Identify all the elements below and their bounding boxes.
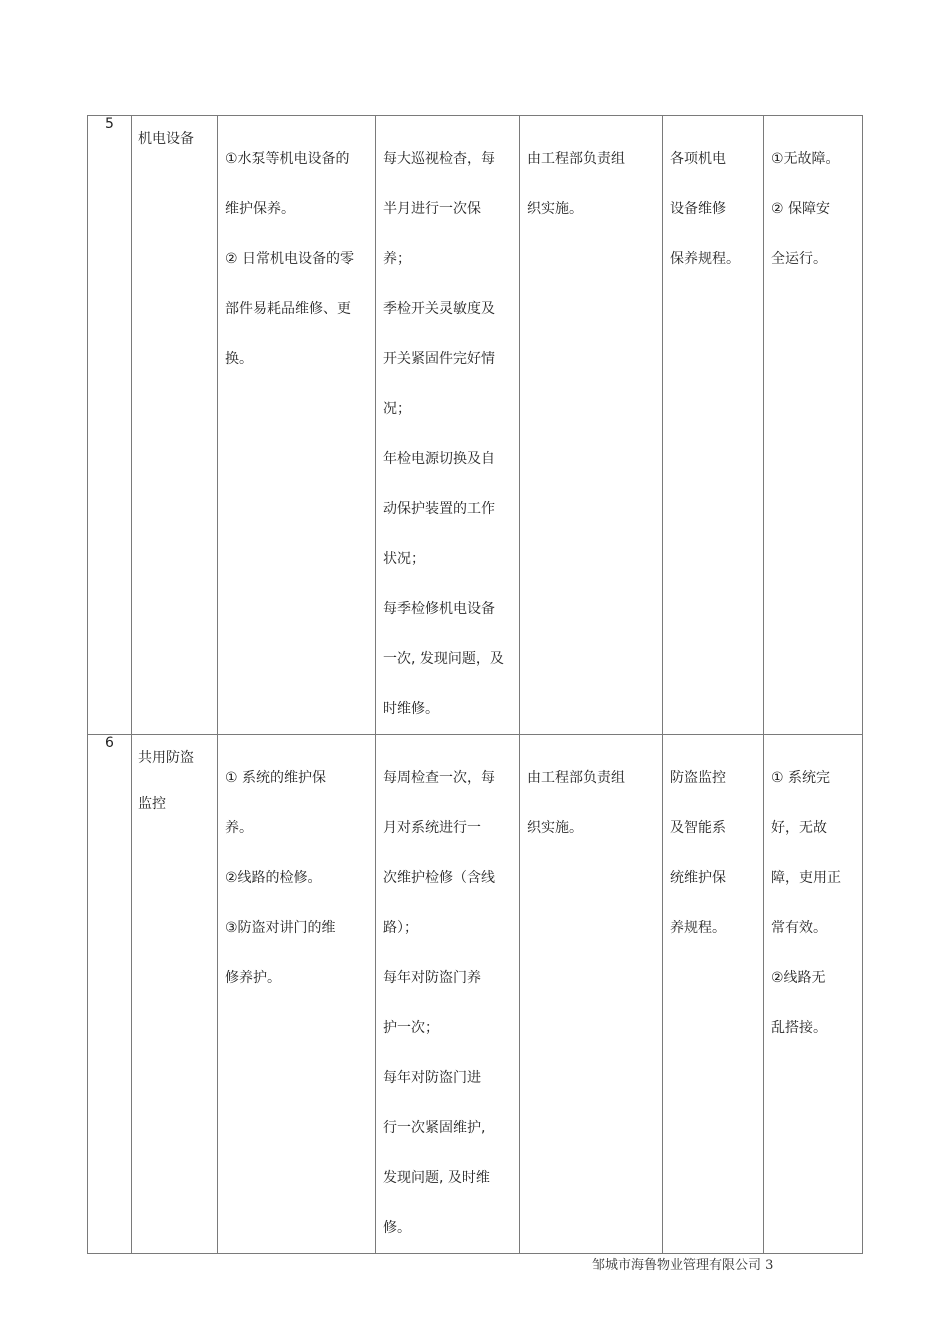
cell-text-line: 设备维修 xyxy=(670,201,726,217)
cell-text-line: 状况； xyxy=(383,551,425,567)
cell-text-line: 障，吏用正 xyxy=(771,870,841,886)
target-cell xyxy=(764,116,863,735)
page-footer: 邹城市海鲁物业管理有限公司 3 xyxy=(592,1258,774,1273)
cell-text-line: 护一次； xyxy=(383,1020,439,1036)
cell-text-line: 养； xyxy=(383,251,411,267)
cell-text-line: ①水泵等机电设备的 xyxy=(225,151,350,167)
cell-text-line: 机电设备 xyxy=(138,131,194,147)
cell-text-line: 况； xyxy=(383,401,411,417)
cell-text-line: ②线路的检修。 xyxy=(225,870,322,886)
cell-text-line: 季检开关灵敏度及 xyxy=(383,301,495,317)
maintenance-table xyxy=(87,115,863,1254)
cell-text-line: 路）； xyxy=(383,920,418,936)
cell-text-line: 月对系统进行一 xyxy=(383,820,481,836)
cell-text-line: 每季检修机电设备 xyxy=(383,601,495,617)
implementer-cell xyxy=(520,735,663,1254)
cell-text-line: 养。 xyxy=(225,820,253,836)
content-cell xyxy=(218,116,376,735)
cell-text-line: 织实施。 xyxy=(527,820,583,836)
cell-text-line: 开关紧固件完好情 xyxy=(383,351,495,367)
cell-text-line: 保养规程。 xyxy=(670,251,740,267)
cell-text-line: 防盗监控 xyxy=(670,770,726,786)
cell-text-line: 全运行。 xyxy=(771,251,827,267)
cell-text-line: 换。 xyxy=(225,351,253,367)
cell-text-line: 维护保养。 xyxy=(225,201,295,217)
cell-text-line: 织实施。 xyxy=(527,201,583,217)
standard-cell xyxy=(663,735,764,1254)
row-number: 5 xyxy=(88,116,132,735)
cell-text-line: ① 系统完 xyxy=(771,770,831,786)
table-row xyxy=(88,116,863,735)
cell-text-line: 养规程。 xyxy=(670,920,726,936)
cell-text-line: 每周检查一次，每 xyxy=(383,770,495,786)
frequency-cell xyxy=(376,116,520,735)
cell-text-line: ①无故障。 xyxy=(771,151,840,167)
cell-text-line: 次维护检修（含线 xyxy=(383,870,495,886)
cell-text-line: 常有效。 xyxy=(771,920,827,936)
item-cell xyxy=(132,735,218,1254)
cell-text-line: ① 系统的维护保 xyxy=(225,770,327,786)
cell-text-line: 行一次紧固维护, xyxy=(383,1120,486,1136)
cell-text-line: 每年对防盗门养 xyxy=(383,970,481,986)
cell-text-line: 乱搭接。 xyxy=(771,1020,827,1036)
cell-text-line: ③防盗对讲门的维 xyxy=(225,920,336,936)
cell-text-line: 修养护。 xyxy=(225,970,281,986)
cell-text-line: 好，无故 xyxy=(771,820,827,836)
cell-text-line: ②线路无 xyxy=(771,970,826,986)
cell-text-line: ② 保障安 xyxy=(771,201,831,217)
cell-text-line: 年检电源切换及自 xyxy=(383,451,495,467)
cell-text-line: 由工程部负责组 xyxy=(527,151,625,167)
cell-text-line: 每年对防盗门进 xyxy=(383,1070,481,1086)
cell-text-line: 每大巡视检杳，每 xyxy=(383,151,495,167)
cell-text-line: 由工程部负责组 xyxy=(527,770,625,786)
standard-cell xyxy=(663,116,764,735)
cell-text-line: 监控 xyxy=(138,796,166,812)
cell-text-line: ② 日常机电设备的零 xyxy=(225,251,355,267)
row-number: 6 xyxy=(88,735,132,1254)
cell-text-line: 及智能系 xyxy=(670,820,726,836)
frequency-cell xyxy=(376,735,520,1254)
table-row xyxy=(88,735,863,1254)
cell-text-line: 修。 xyxy=(383,1220,411,1236)
cell-text-line: 动保护装置的工作 xyxy=(383,501,495,517)
cell-text-line: 共用防盗 xyxy=(138,750,194,766)
cell-text-line: 半月进行一次保 xyxy=(383,201,481,217)
cell-text-line: 统维护保 xyxy=(670,870,726,886)
cell-text-line: 发现问题, 及时维 xyxy=(383,1170,490,1186)
table-body xyxy=(88,116,863,1254)
cell-text-line: 时维修。 xyxy=(383,701,439,717)
item-cell xyxy=(132,116,218,735)
target-cell xyxy=(764,735,863,1254)
content-cell xyxy=(218,735,376,1254)
cell-text-line: 部件易耗品维修、更 xyxy=(225,301,351,317)
cell-text-line: 一次, 发现问题，及 xyxy=(383,651,504,667)
implementer-cell xyxy=(520,116,663,735)
cell-text-line: 各项机电 xyxy=(670,151,726,167)
